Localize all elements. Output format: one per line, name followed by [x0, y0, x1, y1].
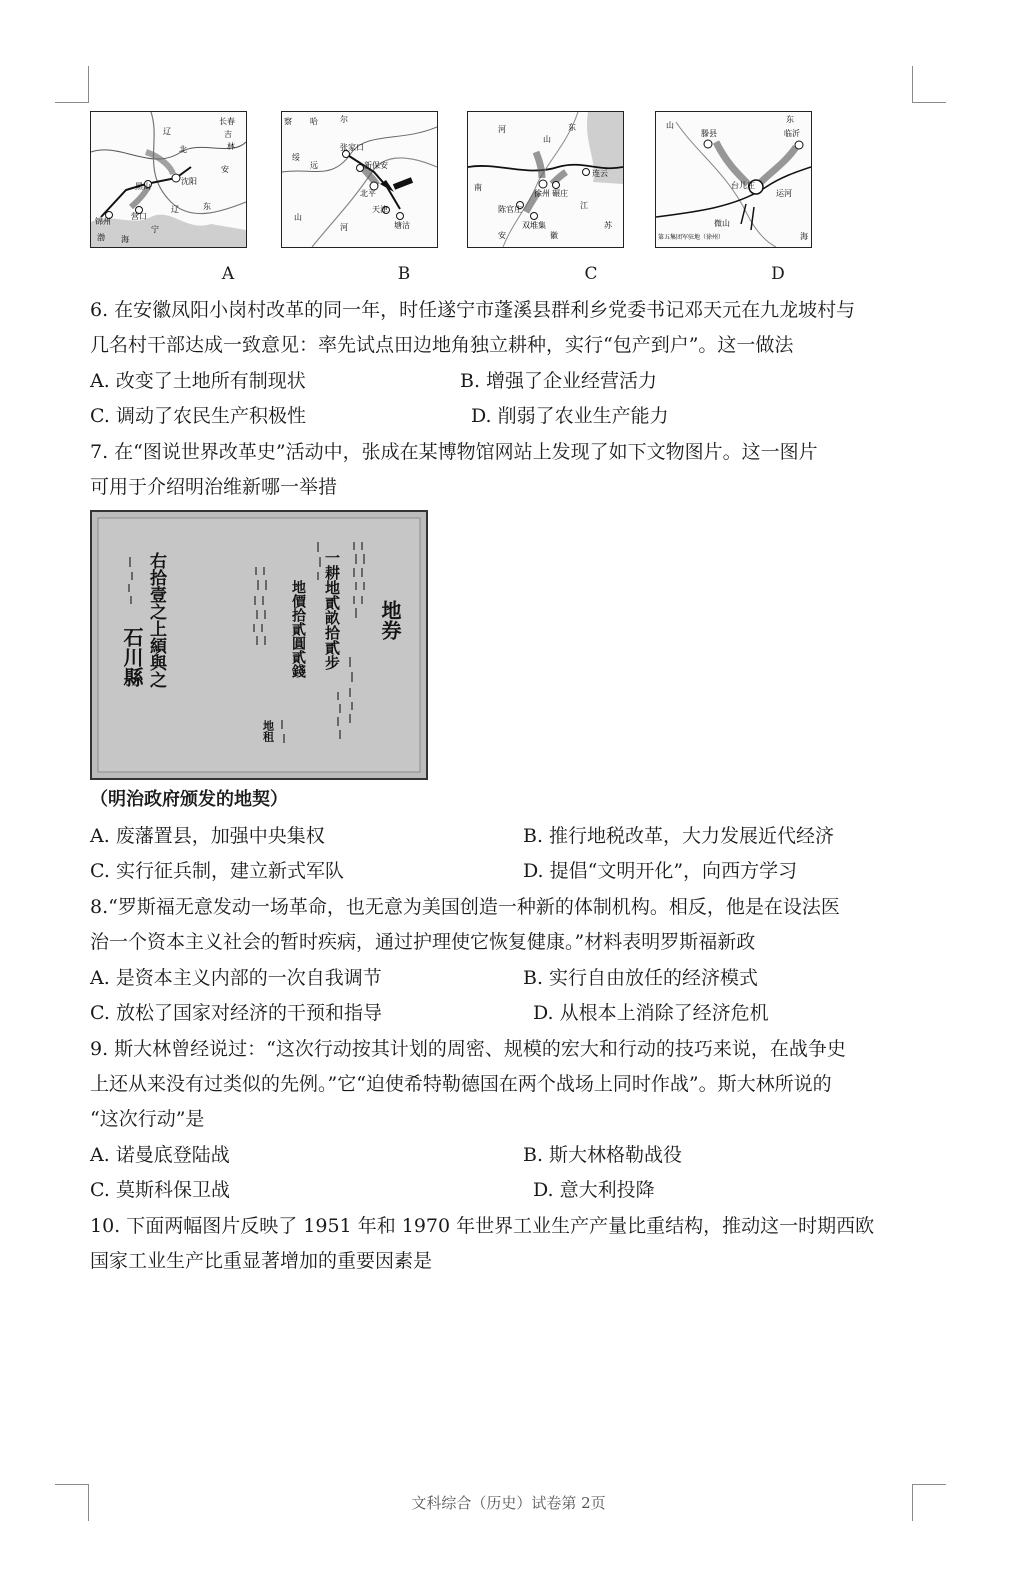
q8-option-b[interactable]: B. 实行自由放任的经济模式 [523, 967, 759, 989]
map-a-label-6: 锦州 [95, 217, 111, 226]
q10-stem-line-2: 国家工业生产比重显著增加的重要因素是 [90, 1250, 433, 1272]
deed-col-2: 石川縣 [120, 627, 144, 687]
map-d-label-6: 微山 [714, 219, 730, 228]
map-a-label-14: 海 [121, 235, 129, 244]
deed-caption: （明治政府颁发的地契） [90, 789, 288, 810]
q8-option-c[interactable]: C. 放松了国家对经济的干预和指导 [90, 1002, 382, 1024]
map-d-label-5: 运河 [776, 189, 792, 198]
map-d-letter: D [771, 264, 785, 284]
map-a-label-9: 营口 [131, 212, 147, 221]
deed-col-1: 右拾壹之上䋶與之 [146, 552, 166, 688]
map-c-label-8: 安 [498, 231, 506, 240]
map-d-label-4: 台儿庄 [731, 181, 755, 190]
map-d [655, 111, 812, 248]
deed-col-6: 地租 [261, 720, 275, 742]
q7-stem-line-1: 7. 在“图说世界改革史”活动中，张成在某博物馆网站上发现了如下文物图片。这一图片 [90, 441, 818, 463]
map-b-label-10: 山 [294, 213, 302, 222]
map-a-label-8: 沈阳 [181, 177, 197, 186]
deed-col-5: 地券 [378, 600, 402, 640]
q6-option-b[interactable]: B. 增强了企业经营活力 [460, 370, 658, 392]
map-c [467, 111, 624, 248]
q8-option-d[interactable]: D. 从根本上消除了经济危机 [533, 1002, 769, 1024]
map-a-label-12: 渤 [97, 233, 105, 242]
map-b [281, 111, 438, 248]
map-b-label-8: 天津 [372, 205, 388, 214]
map-b-label-11: 河 [340, 223, 348, 232]
q9-option-b[interactable]: B. 斯大林格勒战役 [523, 1144, 683, 1166]
q9-stem-line-1: 9. 斯大林曾经说过：“这次行动按其计划的周密、规模的宏大和行动的技巧来说，在战争史 [90, 1038, 846, 1060]
map-c-label-3: 徐州 [534, 189, 550, 198]
map-a-label-13: 宁 [151, 225, 159, 234]
map-a-letter: A [221, 264, 235, 284]
map-c-letter: C [584, 264, 598, 284]
map-a-label-4: 北 [179, 145, 187, 154]
q7-option-a[interactable]: A. 废藩置县，加强中央集权 [90, 825, 325, 847]
q6-stem-line-1: 6. 在安徽凤阳小岗村改革的同一年，时任遂宁市蓬溪县群利乡党委书记邓天元在九龙坡村与 [90, 299, 856, 321]
map-a-label-3: 林 [227, 142, 235, 151]
q9-option-a[interactable]: A. 诺曼底登陆战 [90, 1144, 230, 1166]
map-c-label-2: 东 [568, 123, 576, 132]
q7-option-d[interactable]: D. 提倡“文明开化”，向西方学习 [523, 860, 798, 882]
map-d-label-8: 海 [800, 232, 808, 241]
map-c-label-10: 江 [580, 201, 588, 210]
q9-stem-line-3: “这次行动”是 [90, 1108, 205, 1130]
map-b-label-7: 远 [310, 161, 318, 170]
crop-mark-top-right [912, 66, 946, 103]
map-b-label-0: 察 [284, 117, 292, 126]
map-b-label-4: 新保安 [364, 161, 388, 170]
land-deed-image [90, 510, 428, 780]
q6-option-d[interactable]: D. 削弱了农业生产能力 [471, 405, 669, 427]
map-b-label-2: 尔 [340, 115, 348, 124]
map-c-label-7: 双堆集 [522, 221, 546, 230]
map-a-label-2: 吉 [224, 130, 232, 139]
map-c-label-6: 陈官庄 [498, 205, 522, 214]
page-footer: 文科综合（历史）试卷第 2页 [411, 1494, 606, 1512]
map-a-label-1: 辽 [163, 127, 171, 136]
q9-option-d[interactable]: D. 意大利投降 [533, 1179, 655, 1201]
deed-col-3: 一耕地貳畝拾貳步 [323, 550, 341, 670]
map-d-label-0: 山 [666, 121, 674, 130]
map-a-label-7: 黑山 [135, 182, 151, 191]
map-a-label-10: 辽 [171, 205, 179, 214]
map-b-label-3: 张家口 [340, 143, 364, 152]
q7-option-b[interactable]: B. 推行地税改革，大力发展近代经济 [523, 825, 835, 847]
map-c-label-12: 南 [474, 183, 482, 192]
q7-option-c[interactable]: C. 实行征兵制，建立新式军队 [90, 860, 344, 882]
map-d-label-1: 东 [786, 115, 794, 124]
map-d-label-2: 滕县 [701, 129, 717, 138]
q7-stem-line-2: 可用于介绍明治维新哪一举措 [90, 476, 338, 498]
deed-col-4: 地價拾貳圓貳錢 [290, 580, 306, 678]
map-c-label-5: 连云 [592, 169, 608, 178]
q8-stem-line-2: 治一个资本主义社会的暂时疾病，通过护理使它恢复健康。”材料表明罗斯福新政 [90, 931, 756, 953]
map-c-label-11: 苏 [604, 221, 612, 230]
map-a-label-5: 安 [221, 165, 229, 174]
map-b-label-5: 北平 [360, 189, 376, 198]
q6-option-c[interactable]: C. 调动了农民生产积极性 [90, 405, 306, 427]
map-a [90, 111, 247, 248]
map-b-label-1: 哈 [310, 117, 318, 126]
map-c-label-1: 山 [543, 135, 551, 144]
q10-stem-line-1: 10. 下面两幅图片反映了 1951 年和 1970 年世界工业生产产量比重结构，推动这一时期西欧 [90, 1215, 875, 1237]
map-d-label-3: 临沂 [784, 129, 800, 138]
crop-mark-top-left [55, 66, 89, 103]
map-a-label-0: 长春 [219, 117, 235, 126]
q9-option-c[interactable]: C. 莫斯科保卫战 [90, 1179, 230, 1201]
q9-stem-line-2: 上还从来没有过类似的先例。”它“迫使希特勒德国在两个战场上同时作战”。斯大林所说的 [90, 1073, 832, 1095]
q8-stem-line-1: 8.“罗斯福无意发动一场革命，也无意为美国创造一种新的体制机构。相反，他是在设法医 [90, 896, 840, 918]
q6-stem-line-2: 几名村干部达成一致意见：率先试点田边地角独立耕种，实行“包产到户”。这一做法 [90, 334, 794, 356]
map-b-letter: B [397, 264, 411, 284]
q8-option-a[interactable]: A. 是资本主义内部的一次自我调节 [90, 967, 382, 989]
q6-option-a[interactable]: A. 改变了土地所有制现状 [90, 370, 306, 392]
map-c-label-0: 河 [498, 125, 506, 134]
map-b-label-9: 塘沽 [394, 221, 410, 230]
map-d-label-7: 第五集团军驻地（徐州） [658, 234, 725, 241]
map-c-label-9: 徽 [550, 231, 558, 240]
map-b-label-6: 绥 [292, 153, 300, 162]
map-c-label-4: 碾庄 [552, 189, 568, 198]
map-a-label-11: 东 [203, 202, 211, 211]
